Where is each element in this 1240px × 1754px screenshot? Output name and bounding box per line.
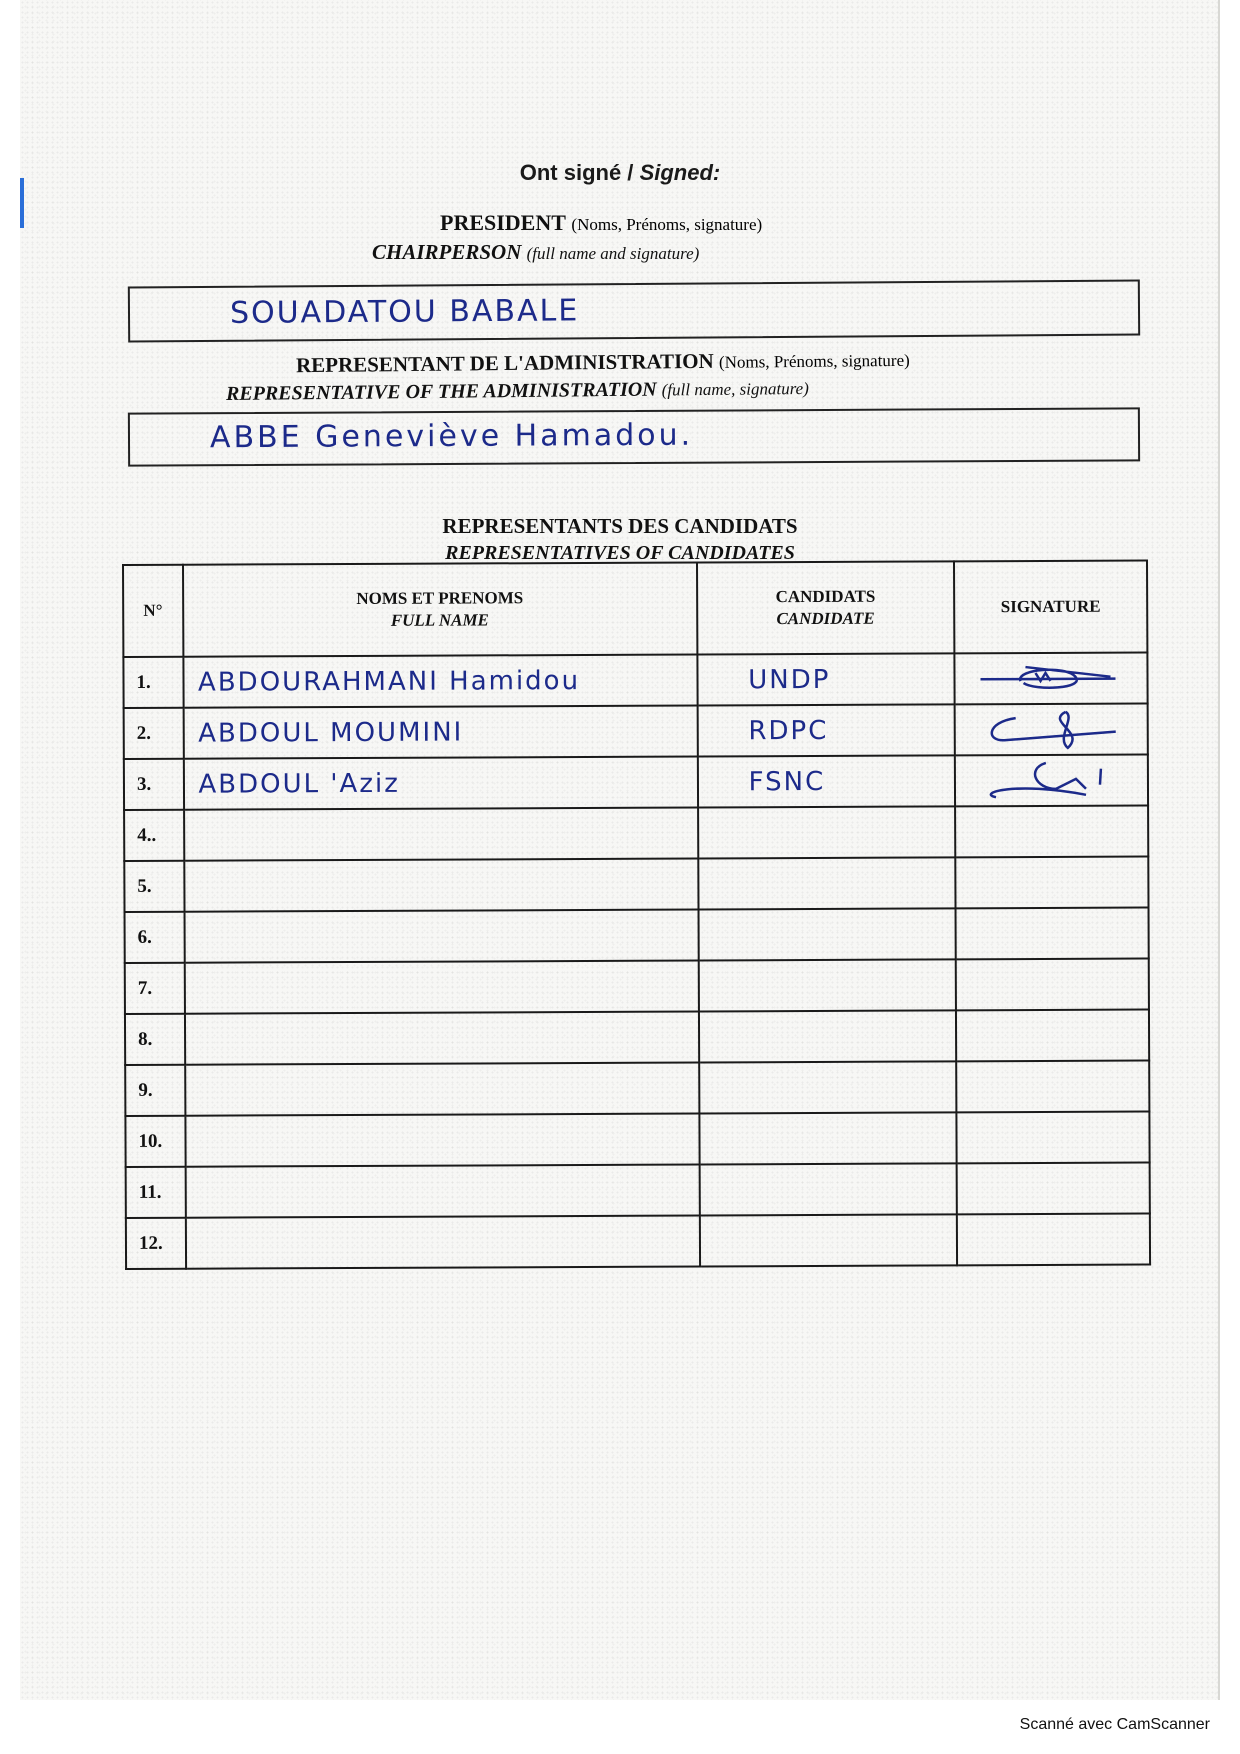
chairperson-title xyxy=(372,240,699,265)
full-name-value xyxy=(186,1177,200,1207)
candidate-value: UNDP xyxy=(748,664,831,695)
signature-scribble-icon xyxy=(976,658,1126,699)
signature-cell[interactable] xyxy=(955,704,1148,756)
chairperson-title-en: CHAIRPERSON xyxy=(372,240,522,264)
row-number: 4.. xyxy=(124,810,184,861)
full-name-cell[interactable] xyxy=(184,960,698,1013)
table-row xyxy=(125,959,1149,1014)
president-name-value: SOUADATOU BABALE xyxy=(229,293,580,331)
signed-heading xyxy=(0,160,1240,186)
row-number: 8. xyxy=(125,1014,185,1065)
candidate-cell[interactable] xyxy=(698,755,955,807)
candidate-cell[interactable] xyxy=(698,806,955,858)
full-name-value xyxy=(186,1024,200,1054)
candidate-cell[interactable] xyxy=(698,959,955,1011)
row-number: 7. xyxy=(125,963,185,1014)
full-name-value xyxy=(186,1228,200,1258)
full-name-cell[interactable] xyxy=(184,909,698,962)
table-row xyxy=(125,908,1149,963)
signature-cell[interactable] xyxy=(954,653,1147,705)
row-number: 12. xyxy=(126,1218,186,1269)
administration-title-en: REPRESENTATIVE OF THE ADMINISTRATION xyxy=(225,378,657,406)
signature-cell[interactable] xyxy=(955,806,1148,858)
row-number: 11. xyxy=(126,1167,186,1218)
signature-cell[interactable] xyxy=(955,857,1148,909)
full-name-cell[interactable] xyxy=(183,705,697,758)
table-row xyxy=(125,1112,1149,1167)
president-title-fr-sub: (Noms, Prénoms, signature) xyxy=(571,215,763,234)
row-number: 10. xyxy=(125,1116,185,1167)
table-header-row xyxy=(123,561,1147,657)
full-name-cell[interactable] xyxy=(184,858,698,911)
table-row xyxy=(125,1010,1149,1065)
full-name-cell[interactable] xyxy=(183,654,697,707)
candidate-value: RDPC xyxy=(748,715,829,746)
signature-cell[interactable] xyxy=(955,908,1148,960)
president-name-field[interactable] xyxy=(128,279,1140,342)
candidate-value xyxy=(700,1022,750,1052)
table-row xyxy=(126,1214,1150,1269)
president-title-fr: PRESIDENT xyxy=(440,210,566,235)
column-header-number-label: N° xyxy=(143,600,163,620)
candidate-cell[interactable] xyxy=(698,857,955,909)
candidate-cell[interactable] xyxy=(699,1112,956,1164)
signature-cell[interactable] xyxy=(957,1214,1150,1266)
full-name-value xyxy=(185,820,199,850)
table-row xyxy=(124,704,1148,759)
signature-cell[interactable] xyxy=(956,1061,1149,1113)
table-row xyxy=(125,1061,1149,1116)
row-number: 3. xyxy=(124,759,184,810)
signed-heading-en: Signed: xyxy=(639,160,721,185)
president-title xyxy=(440,210,762,236)
candidate-value: FSNC xyxy=(748,766,826,797)
camscanner-watermark: Scanné avec CamScanner xyxy=(1019,1716,1210,1733)
candidates-title-en: REPRESENTATIVES OF CANDIDATES xyxy=(445,542,795,564)
candidate-value xyxy=(700,1124,750,1154)
candidate-cell[interactable] xyxy=(697,704,954,756)
administration-title-fr: REPRESENTANT DE L'ADMINISTRATION xyxy=(295,348,714,378)
column-header-number xyxy=(123,565,183,657)
column-header-candidate-fr: CANDIDATS xyxy=(775,586,876,607)
column-header-signature-label: SIGNATURE xyxy=(1000,596,1101,617)
full-name-value: ABDOUL MOUMINI xyxy=(198,717,464,749)
table-row xyxy=(124,806,1148,861)
row-number: 1. xyxy=(123,657,183,708)
table-row xyxy=(126,1163,1150,1218)
full-name-value xyxy=(185,973,199,1003)
candidate-value xyxy=(701,1226,751,1256)
full-name-value xyxy=(186,1126,200,1156)
table-row xyxy=(123,653,1147,708)
candidate-cell[interactable] xyxy=(700,1214,957,1266)
candidate-value xyxy=(699,869,749,899)
administration-title-en-sub: (full name, signature) xyxy=(661,378,809,400)
full-name-value: ABDOUL 'Aziz xyxy=(198,768,400,800)
candidate-value xyxy=(700,1073,750,1103)
column-header-signature xyxy=(954,561,1147,654)
column-header-name-fr: NOMS ET PRENOMS xyxy=(356,588,524,608)
candidate-cell[interactable] xyxy=(697,653,954,705)
candidates-representatives-table xyxy=(122,560,1151,1270)
candidate-cell[interactable] xyxy=(699,1010,956,1062)
full-name-cell[interactable] xyxy=(185,1113,699,1166)
full-name-cell[interactable] xyxy=(183,756,697,809)
row-number: 6. xyxy=(125,912,185,963)
row-number: 9. xyxy=(125,1065,185,1116)
table-row xyxy=(124,857,1148,912)
candidate-cell[interactable] xyxy=(698,908,955,960)
column-header-full-name xyxy=(183,562,698,656)
signed-heading-fr: Ont signé / xyxy=(519,160,634,185)
administration-name-value: ABBE Geneviève Hamadou. xyxy=(209,417,694,456)
row-number: 2. xyxy=(124,708,184,759)
candidate-value xyxy=(699,971,749,1001)
signature-cell[interactable] xyxy=(956,959,1149,1011)
column-header-candidate-en: CANDIDATE xyxy=(776,608,875,629)
signature-cell[interactable] xyxy=(956,1010,1149,1062)
signature-cell[interactable] xyxy=(957,1163,1150,1215)
candidate-cell[interactable] xyxy=(699,1061,956,1113)
full-name-cell[interactable] xyxy=(184,807,698,860)
full-name-value xyxy=(185,871,199,901)
full-name-value xyxy=(186,1075,200,1105)
full-name-value: ABDOURAHMANI Hamidou xyxy=(197,665,581,698)
full-name-cell[interactable] xyxy=(185,1062,699,1115)
candidates-title-fr: REPRESENTANTS DES CANDIDATS xyxy=(442,514,798,538)
column-header-candidate xyxy=(697,561,955,654)
signature-cell[interactable] xyxy=(955,755,1148,807)
full-name-cell[interactable] xyxy=(184,1011,698,1064)
candidate-cell[interactable] xyxy=(699,1163,956,1215)
signature-scribble-icon xyxy=(976,707,1126,752)
candidate-value xyxy=(699,920,749,950)
column-header-name-en: FULL NAME xyxy=(390,610,489,630)
row-number: 5. xyxy=(124,861,184,912)
administration-name-field[interactable] xyxy=(128,407,1140,466)
signature-scribble-icon xyxy=(976,758,1126,803)
candidate-value xyxy=(700,1175,750,1205)
chairperson-title-en-sub: (full name and signature) xyxy=(526,244,700,263)
table-row xyxy=(124,755,1148,810)
signature-cell[interactable] xyxy=(956,1112,1149,1164)
administration-title-fr-sub: (Noms, Prénoms, signature) xyxy=(718,350,910,372)
candidate-value xyxy=(699,818,749,848)
full-name-value xyxy=(185,922,199,952)
full-name-cell[interactable] xyxy=(185,1164,699,1217)
full-name-cell[interactable] xyxy=(185,1215,699,1268)
